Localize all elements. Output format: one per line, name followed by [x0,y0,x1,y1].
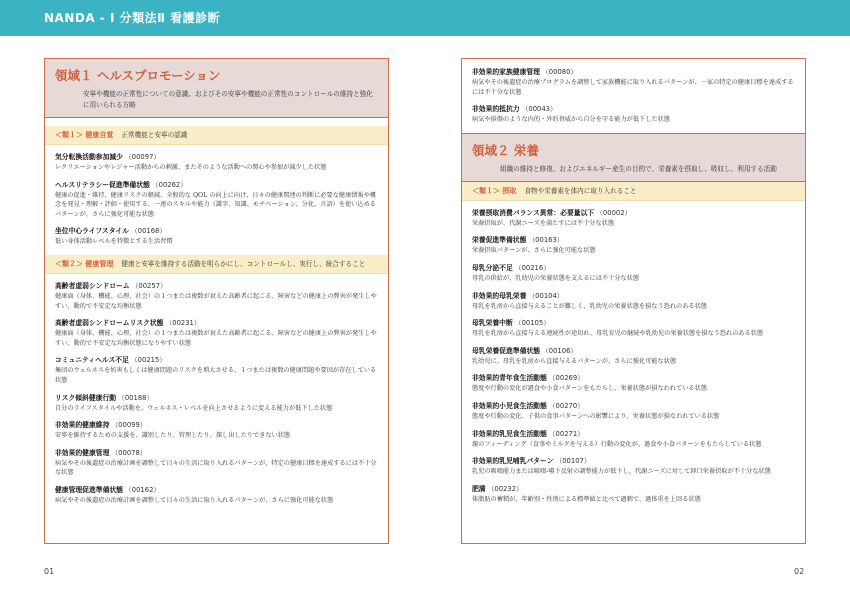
diagnosis-name: 坐位中心ライフスタイル [55,227,129,236]
diagnosis-item [45,226,388,247]
diagnosis-code: （00099） [111,421,147,430]
diagnosis-name: 非効果的健康維持 [55,421,110,430]
diagnosis-item [462,67,805,97]
diagnosis-item [462,263,805,284]
diagnosis-item [45,485,388,506]
header-bar [0,0,850,36]
diagnosis-name: コミュニティヘルス不足 [55,356,129,365]
domain-2-header [462,133,805,182]
right-page [461,58,806,544]
diagnosis-desc: 安寧を維持するための支援を、識別したり、管理したり、探し出したりできない状態 [55,432,291,440]
diagnosis-code: （00002） [596,208,632,217]
diagnosis-desc: 自分のライフスタイルや活動を、ウェルネス・レベルを向上させるように変える能力が低下した状態 [55,404,333,412]
diagnosis-desc: 母乳の供給が、乳幼児の栄養状態を支えるには不十分な状態 [472,274,640,282]
domain-1-desc: 安寧や機能の正常性についての意識、およびその安寧や機能の正常性のコントロールの維持と強化に用いられる方略 [83,90,373,109]
domain-1-header [45,59,388,118]
diagnosis-desc: 健康面（身体、機能、心理、社会）の１つまたは複数が衰えた高齢者に起こる、障害などの健康上の弊害が発生しやすい、動的で不安定な均衡状態 [55,292,377,310]
diagnosis-desc: 健康面（身体、機能、心理、社会）の１つまたは複数が衰えた高齢者に起こる、障害などの健康上の弊害が発生しやすい、動的で不安定な均衡状態になりやすい状態 [55,330,377,347]
diagnosis-code: （00162） [124,485,161,494]
diagnosis-code: （00232） [487,484,523,493]
diagnosis-code: （00106） [541,346,578,355]
diagnosis-desc: 母乳を乳房から直接与えることが難しく、乳幼児の栄養状態を損なう恐れのある状態 [472,302,707,310]
diagnosis-name: 非効果的青年食生活動態 [472,374,547,383]
diagnosis-name: 非効果的乳児食生活動態 [472,429,547,438]
diagnosis-item [45,420,388,441]
diagnosis-item [45,180,388,220]
class-1-label: ＜類１＞ 健康自覚 [55,131,114,139]
diagnosis-desc: 低い身体活動レベルを特徴とする生活習慣 [55,238,173,246]
diagnosis-item [462,456,805,477]
diagnosis-code: （00188） [118,393,154,402]
diagnosis-item [462,373,805,394]
diagnosis-desc: レクリエーションやレジャー活動からの刺激、またそのような活動への関心や参加が減少した状態 [55,164,327,171]
domain-2-title: 領域２ 栄養 [472,142,539,158]
diagnosis-name: 非効果的母乳栄養 [472,291,527,300]
diagnosis-name: 肥満 [472,484,486,493]
diagnosis-code: （00168） [130,227,167,236]
class-2-bar [45,255,388,274]
diagnosis-desc: 病気や損傷のような内的・外的脅威から自分を守る能力が低下した状態 [472,116,670,124]
class-1-bar [462,182,805,201]
diagnosis-desc: 体脂肪の蓄積が、年齢別・性別による標準値と比べて過剰で、過体重を上回る状態 [472,495,701,503]
diagnosis-item [45,318,388,348]
diagnosis-name: 栄養摂取消費バランス異常：必要量以下 [472,208,595,217]
diagnosis-item [462,429,805,450]
diagnosis-code: （00215） [130,356,167,365]
diagnosis-code: （00269） [548,374,584,383]
class-2-label: ＜類２＞ 健康管理 [55,259,114,268]
diagnosis-name: 母乳栄養促進準備状態 [472,346,540,355]
diagnosis-item [45,152,388,173]
diagnosis-name: 栄養促進準備状態 [472,236,527,245]
diagnosis-desc: 乳児の吸啜能力または吸啜-嚥下反射の調整能力が低下し、代謝ニーズに対して経口栄養摂取が不十分な状態 [472,468,771,476]
diagnosis-code: （00078） [111,448,147,457]
domain-1-title: 領域１ ヘルスプロモーション [55,68,221,83]
diagnosis-code: （00080） [541,68,578,76]
class-1-desc: 正常機能と安寧の認識 [121,131,188,139]
diagnosis-item [45,393,388,414]
diagnosis-item [462,104,805,125]
diagnosis-desc: 態度や行動の変化、子供の食事パターンへの影響により、栄養状態が損なわれている状態 [472,412,720,420]
diagnosis-name: 非効果的健康管理 [55,448,110,457]
class-1-label: ＜類１＞ 摂取 [472,186,517,195]
diagnosis-name: リスク傾斜健康行動 [55,393,117,402]
diagnosis-desc: 健康の促進・維持、健康リスクの軽減、全般的な QOL の向上に向け、日々の健康関連の判断に必要な健康情報や概念を発見・理解・評価・使用する、一連のスキルや能力（識字、知識、モチベーション、分化、言語）を使い込めるパターンが、さらに強化可能な状態 [55,191,377,218]
page-number-left: 01 [44,567,55,576]
diagnosis-desc: 病気やその後遺症の治療計画を調整して日々の生活に取り入れるパターンが、さらに強化可能な状態 [55,496,334,504]
diagnosis-name: 母乳栄養中断 [472,319,513,328]
diagnosis-code: （00271） [548,429,584,438]
diagnosis-name: 高齢者虚弱シンドロームリスク状態 [55,319,164,328]
diagnosis-name: 非効果的小児食生活動態 [472,401,547,410]
diagnosis-desc: 親のフィーディング（食事やミルクを与える）行動の変化が、過食や小食パターンをもたらしている状態 [472,440,762,448]
class-1-section [45,126,388,247]
diagnosis-code: （00262） [151,180,188,189]
diagnosis-code: （00257） [131,281,167,290]
diagnosis-code: （00163） [528,236,564,245]
diagnosis-item [462,318,805,339]
diagnosis-name: 高齢者虚弱シンドローム [55,281,130,290]
diagnosis-name: 母乳分泌不足 [472,263,513,272]
diagnosis-item [45,281,388,311]
diagnosis-desc: 態度や行動の変化が過食や小食パターンをもたらし、栄養状態が損なわれている状態 [472,385,707,393]
diagnosis-item [462,235,805,256]
diagnosis-desc: 乳幼児に、母乳を乳房から直接与えるパターンが、さらに強化可能な状態 [472,357,677,365]
diagnosis-desc: 病気やその後遺症の治療プログラムを調整して家族機能に取り入れるパターンが、一家の特定の健康目標を達成するには不十分な状態 [472,79,794,96]
diagnosis-code: （00231） [165,319,201,328]
diagnosis-item [462,346,805,367]
left-page [44,58,389,544]
diagnosis-name: ヘルスリテラシー促進準備状態 [55,180,150,189]
class-2-desc: 健康と安寧を維持する活動を明らかにし、コントロールし、実行し、統合すること [121,259,366,268]
diagnosis-name: 非効果的家族健康管理 [472,68,540,76]
diagnosis-item [45,448,388,478]
diagnosis-name: 非効果的乳児哺乳パターン [472,457,554,466]
page-title: NANDA - I 分類法Ⅱ 看護診断 [44,11,221,25]
diagnosis-code: （00270） [548,401,584,410]
diagnosis-item [462,484,805,505]
diagnosis-item [462,208,805,229]
page-number-right: 02 [794,567,805,576]
diagnosis-desc: 栄養摂取が、代謝ニーズを満たすには不十分な状態 [472,219,615,227]
diagnosis-desc: 栄養摂取パターンが、さらに強化可能な状態 [472,247,596,255]
diagnosis-name: 健康管理促進準備状態 [55,485,123,494]
diagnosis-item [462,401,805,422]
class-2-section [45,255,388,506]
class-1-desc: 食物や栄養素を体内に取り入れること [524,186,637,195]
diagnosis-code: （00097） [124,153,161,161]
diagnosis-desc: 集団のウェルネスを妨害もしくは健康問題のリスクを増大させる、１つまたは複数の健康問題や要因が存在している状態 [55,367,377,384]
domain-2-desc: 組織の維持と修復、およびエネルギー産生の目的で、栄養素を摂取し、吸収し、利用する活動 [500,164,777,173]
diagnosis-name: 非効果的抵抗力 [472,105,520,114]
class-1-bar [45,126,388,145]
diagnosis-desc: 母乳を乳房から直接与える連続性が途切れ、母乳育児の継続や乳幼児の栄養状態を損なう恐れのある状態 [472,330,764,338]
diagnosis-desc: 病気やその後遺症の治療計画を調整して日々の生活に取り入れるパターンが、特定の健康目標を達成するには不十分な状態 [55,459,377,477]
diagnosis-name: 気分転換活動参加減少 [55,153,123,161]
diagnosis-code: （00104） [528,291,564,300]
diagnosis-item [462,291,805,312]
diagnosis-code: （00216） [514,263,550,272]
diagnosis-code: （00043） [521,105,557,114]
diagnosis-code: （00105） [514,319,550,328]
class-1-section [462,182,805,505]
diagnosis-item [45,355,388,385]
diagnosis-code: （00107） [555,457,591,466]
